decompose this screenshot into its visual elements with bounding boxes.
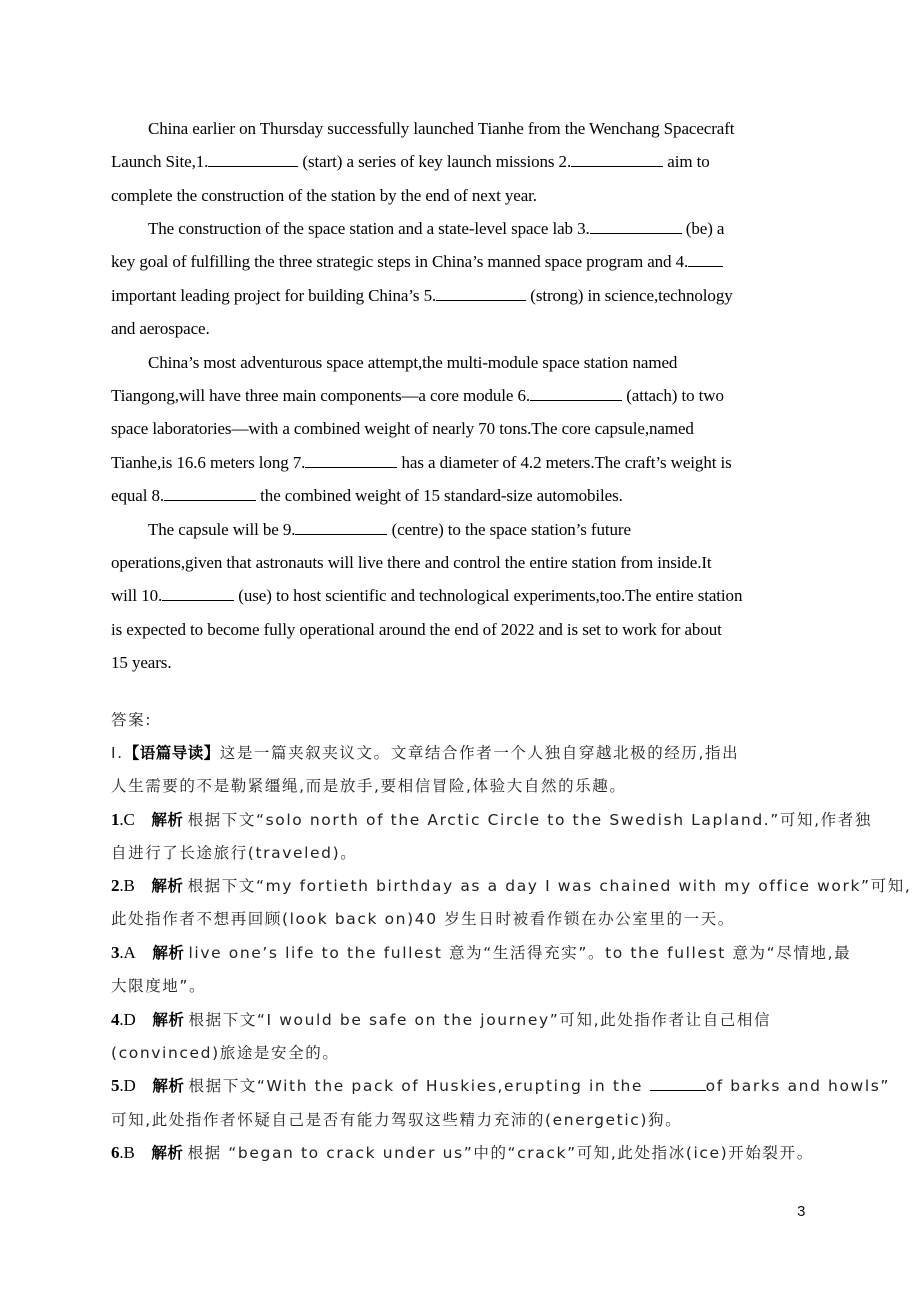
text: live one’s life to the fullest 意为“生活得充实”。to the fullest 意为“尽情地,最 (188, 944, 852, 962)
section-tag: 【语篇导读】 (123, 744, 220, 762)
passage-line (111, 252, 723, 272)
blank-10[interactable] (162, 586, 234, 601)
blank-1[interactable] (208, 152, 298, 167)
text: 根据下文“my fortieth birthday as a day I was chained with my office work”可知, (187, 877, 912, 895)
passage-line (148, 119, 734, 139)
passage-line (148, 353, 677, 373)
answer-choice: .B (119, 1143, 135, 1162)
item-number: 2 (111, 876, 120, 895)
item-number: 5 (111, 1076, 120, 1095)
answer-line: 此处指作者不想再回顾(look back on)40 岁生日时被看作锁在办公室里的一天。 (111, 910, 735, 928)
text: (be) a (681, 219, 725, 238)
blank-8[interactable] (164, 486, 256, 501)
item-number: 6 (111, 1143, 120, 1162)
answer-item (111, 1143, 814, 1163)
page-number: 3 (797, 1203, 806, 1220)
answer-choice: .C (119, 810, 135, 829)
analysis-label: 解析 (152, 1011, 185, 1029)
text: operations,given that astronauts will live there and control the entire station from inside.It (111, 553, 712, 572)
answer-line: 可知,此处指作者怀疑自己是否有能力驾驭这些精力充沛的(energetic)狗。 (111, 1111, 683, 1129)
text: (use) to host scientific and technological experiments,too.The entire station (234, 586, 743, 605)
blank-7[interactable] (305, 453, 397, 468)
text: China earlier on Thursday successfully launched Tianhe from the Wenchang Spacecraft (148, 119, 735, 138)
answer-choice: .A (119, 943, 136, 962)
text: equal 8. (111, 486, 165, 505)
analysis-label: 解析 (152, 1077, 185, 1095)
passage-line (111, 553, 712, 573)
text: Tiangong,will have three main components—a core module 6. (111, 386, 531, 405)
answer-item (111, 810, 872, 830)
text: (start) a series of key launch missions 2. (298, 152, 572, 171)
text: 根据 “began to crack under us”中的“crack”可知,此处指冰(ice)开始裂开。 (187, 1144, 814, 1162)
quoted-blank (650, 1076, 706, 1091)
text: The construction of the space station and a state-level space lab 3. (148, 219, 590, 238)
item-number: 4 (111, 1010, 120, 1029)
blank-3[interactable] (590, 219, 682, 234)
blank-6[interactable] (530, 386, 622, 401)
text: 根据下文“solo north of the Arctic Circle to the Swedish Lapland.”可知,作者独 (187, 811, 872, 829)
answers-heading: 答案: (111, 711, 153, 729)
passage-line (111, 586, 742, 606)
text: of barks and howls” (705, 1077, 891, 1095)
text: is expected to become fully operational around the end of 2022 and is set to work for about (111, 620, 722, 639)
text: 根据下文“With the pack of Huskies,erupting in the (188, 1077, 650, 1095)
answer-item (111, 876, 911, 896)
answer-line: 自进行了长途旅行(traveled)。 (111, 844, 358, 862)
text: Launch Site,1. (111, 152, 209, 171)
blank-9[interactable] (295, 520, 387, 535)
answer-choice: .D (119, 1076, 136, 1095)
analysis-label: 解析 (152, 944, 185, 962)
analysis-label: 解析 (151, 877, 184, 895)
text: (strong) in science,technology (526, 286, 733, 305)
passage-line (111, 486, 623, 506)
passage-line (111, 620, 722, 640)
text: complete the construction of the station by the end of next year. (111, 186, 537, 205)
passage-line (111, 453, 732, 473)
answer-line: 大限度地”。 (111, 977, 207, 995)
text: important leading project for building China’s 5. (111, 286, 437, 305)
passage-line (111, 286, 733, 306)
passage-line (111, 653, 171, 673)
text: (attach) to two (622, 386, 724, 405)
text: The capsule will be 9. (148, 520, 296, 539)
text: (centre) to the space station’s future (387, 520, 631, 539)
text: and aerospace. (111, 319, 210, 338)
item-number: 3 (111, 943, 120, 962)
answer-item (111, 1076, 890, 1096)
answer-choice: .D (119, 1010, 136, 1029)
blank-5[interactable] (436, 286, 526, 301)
passage-line (148, 520, 631, 540)
passage-line (111, 319, 210, 339)
analysis-label: 解析 (151, 811, 184, 829)
passage-line (148, 219, 724, 239)
answer-item (111, 943, 851, 963)
text: 这是一篇夹叙夹议文。文章结合作者一个人独自穿越北极的经历,指出 (219, 744, 740, 762)
text: the combined weight of 15 standard-size automobiles. (256, 486, 623, 505)
analysis-label: 解析 (151, 1144, 184, 1162)
passage-line (111, 386, 724, 406)
passage-line (111, 419, 694, 439)
text: space laboratories—with a combined weight of nearly 70 tons.The core capsule,named (111, 419, 694, 438)
item-number: 1 (111, 810, 120, 829)
answer-choice: .B (119, 876, 135, 895)
blank-2[interactable] (571, 152, 663, 167)
text: aim to (663, 152, 710, 171)
intro-line: 人生需要的不是勒紧缰绳,而是放手,要相信冒险,体验大自然的乐趣。 (111, 777, 627, 795)
text: will 10. (111, 586, 163, 605)
text: China’s most adventurous space attempt,the multi-module space station named (148, 353, 678, 372)
passage-line (111, 186, 537, 206)
text: Tianhe,is 16.6 meters long 7. (111, 453, 306, 472)
text: 根据下文“I would be safe on the journey”可知,此处指作者让自己相信 (188, 1011, 772, 1029)
text: 15 years. (111, 653, 172, 672)
roman-numeral: Ⅰ. (111, 744, 124, 762)
text: key goal of fulfilling the three strategic steps in China’s manned space program and 4. (111, 252, 689, 271)
answer-line: (convinced)旅途是安全的。 (111, 1044, 340, 1062)
blank-4[interactable] (688, 252, 723, 267)
answer-item (111, 1010, 771, 1030)
passage-line (111, 152, 710, 172)
intro-line (111, 743, 739, 763)
text: has a diameter of 4.2 meters.The craft’s weight is (397, 453, 732, 472)
